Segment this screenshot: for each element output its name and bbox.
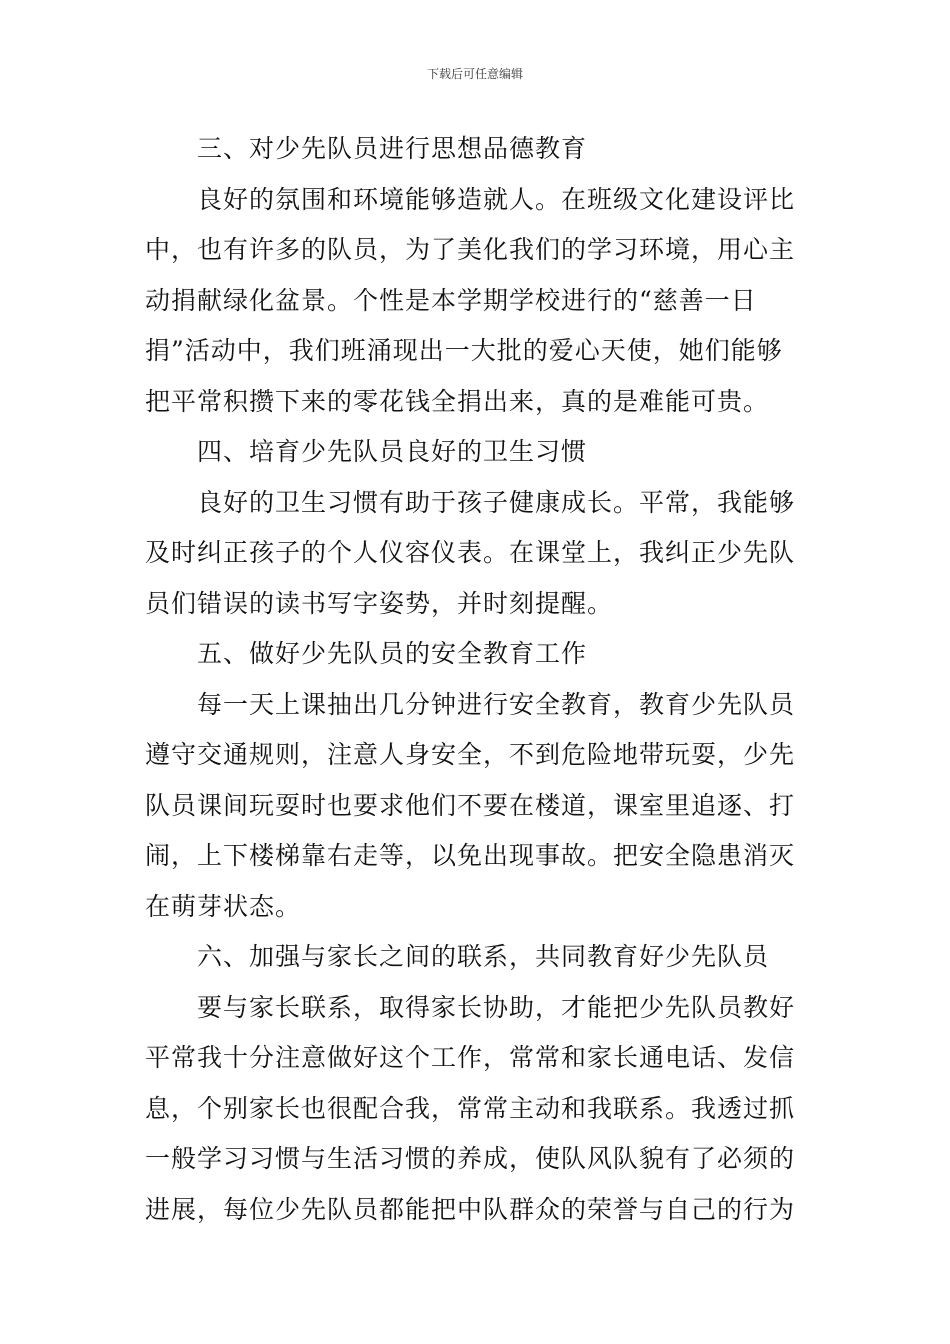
paragraph-line: 良好的卫生习惯有助于孩子健康成长。平常，我能够 (197, 487, 796, 517)
paragraph-line: 平常我十分注意做好这个工作，常常和家长通电话、发信 (145, 1043, 796, 1072)
section-heading-3: 三、对少先队员进行思想品德教育 (197, 134, 588, 163)
paragraph-line: 在萌芽状态。 (145, 891, 302, 921)
paragraph-line: 把平常积攒下来的零花钱全捐出来，真的是难能可贵。 (145, 386, 770, 416)
paragraph-line: 息，个别家长也很配合我，常常主动和我联系。我透过抓 (145, 1093, 796, 1123)
section-heading-4: 四、培育少先队员良好的卫生习惯 (197, 437, 588, 466)
paragraph-line: 每一天上课抽出几分钟进行安全教育，教育少先队员 (197, 689, 796, 719)
paragraph-line: 员们错误的读书写字姿势，并时刻提醒。 (145, 588, 614, 618)
document-body (145, 124, 810, 1235)
paragraph-line: 动捐献绿化盆景。个性是本学期学校进行的“慈善一日 (145, 285, 757, 315)
section-heading-5: 五、做好少先队员的安全教育工作 (197, 639, 588, 668)
paragraph-line: 良好的氛围和环境能够造就人。在班级文化建设评比 (197, 184, 796, 214)
paragraph-line: 队员课间玩耍时也要求他们不要在楼道，课室里追逐、打 (145, 790, 796, 820)
section-heading-6: 六、加强与家长之间的联系，共同教育好少先队员 (197, 942, 770, 971)
paragraph-line: 捐”活动中，我们班涌现出一大批的爱心天使，她们能够 (145, 336, 783, 365)
paragraph-line: 一般学习习惯与生活习惯的养成，使队风队貌有了必须的 (145, 1144, 796, 1173)
paragraph-line: 进展，每位少先队员都能把中队群众的荣誉与自己的行为 (145, 1194, 796, 1224)
paragraph-line: 中，也有许多的队员，为了美化我们的学习环境，用心主 (145, 235, 796, 264)
paragraph-line: 遵守交通规则，注意人身安全，不到危险地带玩耍，少先 (145, 740, 796, 769)
paragraph-line: 闹，上下楼梯靠右走等，以免出现事故。把安全隐患消灭 (145, 841, 796, 870)
page-header: 下载后可任意编辑 (426, 67, 523, 81)
paragraph-line: 要与家长联系，取得家长协助，才能把少先队员教好 (197, 992, 796, 1022)
paragraph-line: 及时纠正孩子的个人仪容仪表。在课堂上，我纠正少先队 (145, 538, 796, 567)
